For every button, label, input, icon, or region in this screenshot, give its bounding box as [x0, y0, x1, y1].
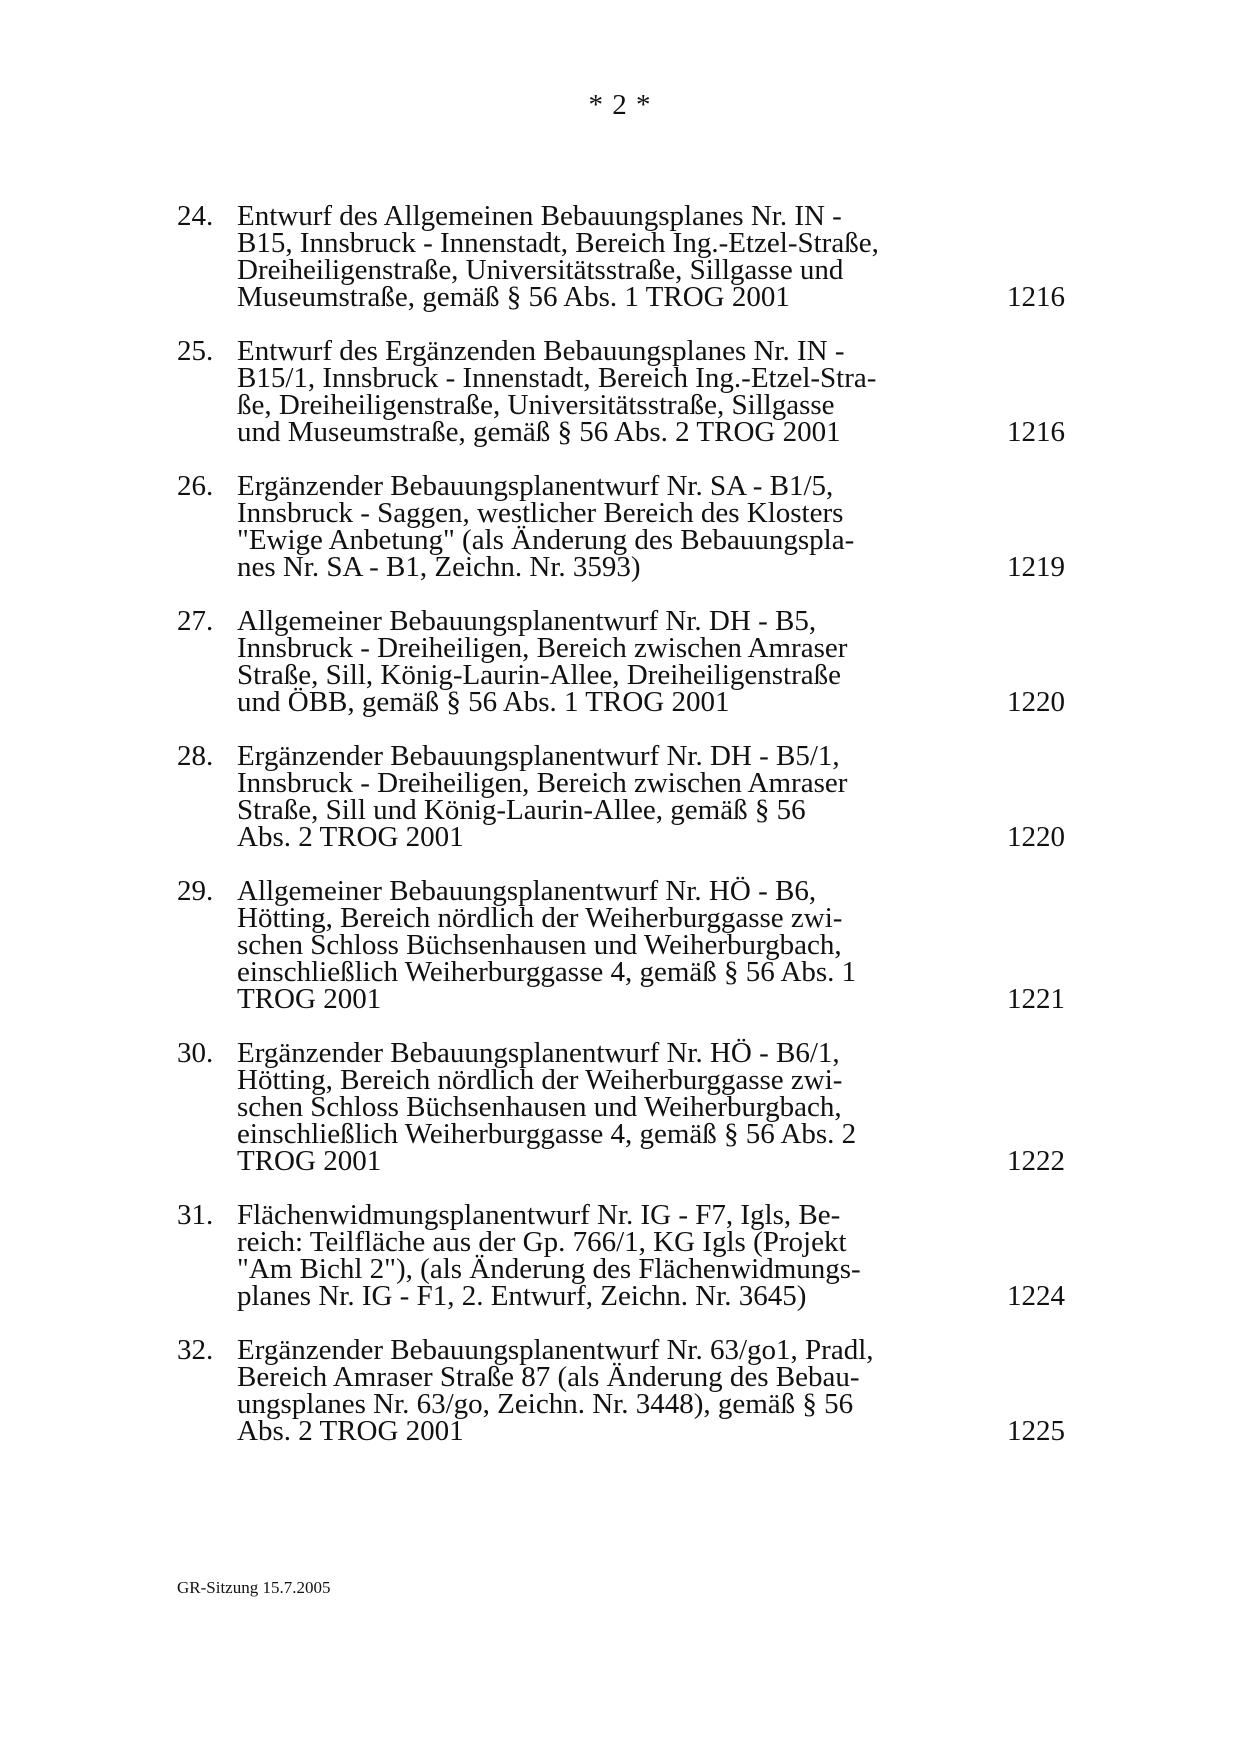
item-page-number: 1222: [1007, 1145, 1065, 1177]
item-line: einschließlich Weiherburggasse 4, gemäß § 56 Abs. 1: [237, 956, 857, 988]
item-description: [237, 875, 857, 1015]
item-line: TROG 2001: [237, 983, 382, 1015]
agenda-item: [177, 1199, 1077, 1312]
agenda-list: [177, 200, 1077, 1472]
item-line: "Am Bichl 2"), (als Änderung des Flächenwidmungs-: [237, 1253, 861, 1285]
item-line: Innsbruck - Saggen, westlicher Bereich des Klosters: [237, 497, 844, 529]
agenda-item: [177, 605, 1077, 718]
agenda-item: [177, 740, 1077, 853]
item-number: 26.: [177, 470, 214, 502]
item-line: Ergänzender Bebauungsplanentwurf Nr. HÖ - B6/1,: [237, 1037, 840, 1069]
item-number: 24.: [177, 200, 214, 232]
item-line: Entwurf des Allgemeinen Bebauungsplanes Nr. IN -: [237, 200, 842, 232]
item-number: 28.: [177, 740, 214, 772]
item-line: reich: Teilfläche aus der Gp. 766/1, KG Igls (Projekt: [237, 1226, 847, 1258]
item-page-number: 1220: [1007, 686, 1065, 718]
item-line: Ergänzender Bebauungsplanentwurf Nr. DH - B5/1,: [237, 740, 840, 772]
item-line: ße, Dreiheiligenstraße, Universitätsstraße, Sillgasse: [237, 389, 835, 421]
page-number: * 2 *: [588, 89, 652, 121]
agenda-item: [177, 875, 1077, 1015]
item-line: Flächenwidmungsplanentwurf Nr. IG - F7, Igls, Be-: [237, 1199, 841, 1231]
item-page-number: 1220: [1007, 821, 1065, 853]
item-number: 29.: [177, 875, 214, 907]
item-line: Abs. 2 TROG 2001: [237, 821, 464, 853]
item-line: Abs. 2 TROG 2001: [237, 1415, 464, 1447]
item-description: [237, 740, 848, 853]
agenda-item: [177, 1037, 1077, 1177]
item-number: 31.: [177, 1199, 214, 1231]
agenda-item: [177, 470, 1077, 583]
item-line: TROG 2001: [237, 1145, 382, 1177]
item-line: Entwurf des Ergänzenden Bebauungsplanes Nr. IN -: [237, 335, 845, 367]
item-line: B15/1, Innsbruck - Innenstadt, Bereich Ing.-Etzel-Stra-: [237, 362, 877, 394]
item-line: Allgemeiner Bebauungsplanentwurf Nr. HÖ - B6,: [237, 875, 817, 907]
item-line: Ergänzender Bebauungsplanentwurf Nr. SA - B1/5,: [237, 470, 834, 502]
footer-session-date: GR-Sitzung 15.7.2005: [177, 1578, 331, 1597]
item-page-number: 1225: [1007, 1415, 1065, 1447]
item-line: schen Schloss Büchsenhausen und Weiherburgbach,: [237, 1091, 842, 1123]
item-number: 32.: [177, 1334, 214, 1366]
item-line: und ÖBB, gemäß § 56 Abs. 1 TROG 2001: [237, 686, 730, 718]
item-page-number: 1224: [1007, 1280, 1065, 1312]
item-page-number: 1219: [1007, 551, 1065, 583]
item-description: [237, 1199, 861, 1312]
item-number: 25.: [177, 335, 214, 367]
item-line: Ergänzender Bebauungsplanentwurf Nr. 63/go1, Pradl,: [237, 1334, 874, 1366]
item-line: Innsbruck - Dreiheiligen, Bereich zwischen Amraser: [237, 767, 848, 799]
item-page-number: 1221: [1007, 983, 1065, 1015]
item-page-number: 1216: [1007, 281, 1065, 313]
item-description: [237, 1334, 874, 1447]
agenda-item: [177, 335, 1077, 448]
item-line: Dreiheiligenstraße, Universitätsstraße, Sillgasse und: [237, 254, 844, 286]
item-description: [237, 470, 855, 583]
item-line: planes Nr. IG - F1, 2. Entwurf, Zeichn. Nr. 3645): [237, 1280, 807, 1312]
item-description: [237, 1037, 857, 1177]
agenda-item: [177, 200, 1077, 313]
item-line: nes Nr. SA - B1, Zeichn. Nr. 3593): [237, 551, 641, 583]
item-line: Straße, Sill und König-Laurin-Allee, gemäß § 56: [237, 794, 806, 826]
item-line: Bereich Amraser Straße 87 (als Änderung des Bebau-: [237, 1361, 860, 1393]
item-line: Innsbruck - Dreiheiligen, Bereich zwischen Amraser: [237, 632, 848, 664]
item-description: [237, 605, 848, 718]
item-line: und Museumstraße, gemäß § 56 Abs. 2 TROG 2001: [237, 416, 841, 448]
item-line: Straße, Sill, König-Laurin-Allee, Dreiheiligenstraße: [237, 659, 841, 691]
item-number: 30.: [177, 1037, 214, 1069]
item-line: ungsplanes Nr. 63/go, Zeichn. Nr. 3448), gemäß § 56: [237, 1388, 854, 1420]
item-description: [237, 200, 879, 313]
item-line: schen Schloss Büchsenhausen und Weiherburgbach,: [237, 929, 842, 961]
item-line: "Ewige Anbetung" (als Änderung des Bebauungspla-: [237, 524, 855, 556]
item-line: einschließlich Weiherburggasse 4, gemäß § 56 Abs. 2: [237, 1118, 857, 1150]
item-number: 27.: [177, 605, 214, 637]
item-line: B15, Innsbruck - Innenstadt, Bereich Ing.-Etzel-Straße,: [237, 227, 879, 259]
agenda-item: [177, 1334, 1077, 1447]
item-page-number: 1216: [1007, 416, 1065, 448]
item-line: Allgemeiner Bebauungsplanentwurf Nr. DH - B5,: [237, 605, 817, 637]
item-line: Museumstraße, gemäß § 56 Abs. 1 TROG 2001: [237, 281, 790, 313]
item-line: Hötting, Bereich nördlich der Weiherburggasse zwi-: [237, 902, 843, 934]
item-line: Hötting, Bereich nördlich der Weiherburggasse zwi-: [237, 1064, 843, 1096]
item-description: [237, 335, 877, 448]
